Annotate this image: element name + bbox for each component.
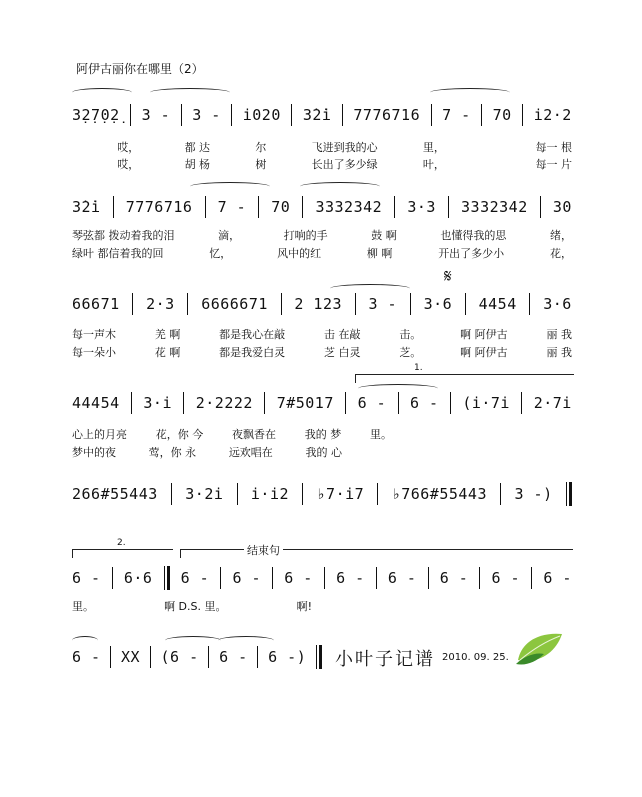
lyric: 都是我爱白灵 [219,346,286,359]
measure: 6 - [219,648,248,666]
measure: 3 -) [514,485,553,503]
lyric: 每一朵小 [72,346,116,359]
measure: 70 [492,106,512,124]
lyric: 远欢唱在 [228,446,273,459]
lyric: 里。 [370,428,392,441]
measure: 3·6 [543,295,572,313]
notation-row [72,645,322,669]
slur [150,88,230,97]
measure: 2·7i [533,394,572,412]
lyric: 梦中的夜 [72,446,116,459]
score-title: 阿伊古丽你在哪里（2） [76,62,204,76]
lyric: 打响的手 [283,229,328,242]
lyric: 飞进到我的心 [311,141,378,154]
measure: 70 [271,198,291,216]
lyric: 每一 片 [535,158,572,171]
measure: 6 -) [268,648,307,666]
measure: 3̇2̇i [72,198,101,216]
measure: 6 - [409,394,439,412]
slur [72,88,132,97]
measure: 6 - [72,648,101,666]
measure: i020 [242,106,281,124]
measure: 2·3 [146,295,175,313]
lyrics-verse-2 [72,245,572,261]
lyric: 滴， [218,229,241,242]
lyric: 叶， [422,158,445,171]
tie [218,636,274,645]
lyric: 丽 我 [546,346,572,359]
lyrics-verse-1 [72,139,572,155]
measure: 6 - [387,569,417,587]
lyric: 花 啊 [154,346,181,359]
lyric: 丽 我 [546,328,572,341]
measure: 3·2i [185,485,224,503]
lyric: 芝 白灵 [323,346,361,359]
coda-bracket [180,549,573,558]
notation-row [72,392,572,414]
lyric: 绿叶 都信着我的回 [72,247,164,260]
lyric: 长出了多少绿 [311,158,378,171]
lyric: 都是我心在敲 [219,328,286,341]
lyric: 里， [422,141,445,154]
measure: 30 [552,198,572,216]
notation-row [72,196,572,218]
lyric: 哎， [117,158,140,171]
measure: 6 - [543,569,572,587]
measure: 3 - [368,295,398,313]
lyric: 尔 [255,141,267,154]
measure: 44454 [72,394,120,412]
lyric: 我的 心 [305,446,342,459]
volta-2: 2. [72,549,173,558]
lyrics-verse-2 [72,444,342,460]
measure: 6 - [439,569,469,587]
lyric: 哎， [117,141,140,154]
lyric: 忆， [209,247,232,260]
measure: 7#5017 [276,394,334,412]
measure: 3332342 [461,198,528,216]
notation-row [72,293,572,315]
measure: 266#55443 [72,485,158,503]
lyric: 每一声木 [72,328,116,341]
notation-row [72,482,572,506]
measure: 6 - [284,569,313,587]
measure: 3332342 [315,198,383,216]
measure: (i·7i [462,394,510,412]
measure: 6 - [357,394,387,412]
lyric: 每一 根 [535,141,572,154]
lyric: 啊 阿伊古 [460,346,508,359]
measure: 6 - [180,569,210,587]
lyric: 花， [549,247,572,260]
double-barline [164,566,170,590]
measure: 7 - [442,106,471,124]
transcription-date: 2010. 09. 25. [442,652,509,663]
measure: 66671 [72,295,120,313]
transcriber-signature: 小叶子记谱 [335,649,435,670]
measure: 3·3 [407,198,436,216]
measure: 7776716 [125,198,193,216]
measure: ♭7·i7 [316,485,365,503]
measure: 6 - [72,569,101,587]
lyric: 花，你 今 [155,428,204,441]
lyric: 夜飘香在 [232,428,276,441]
measure: 3·6 [423,295,453,313]
lyric: 啊 D.S. 里。 [164,600,227,613]
measure: 6 - [491,569,521,587]
segno-icon: 𝄋 [444,266,452,287]
lyric: 啊! [296,600,312,613]
measure: (6 - [160,648,199,666]
measure: 6 - [336,569,365,587]
notation-row [72,566,572,590]
tie [72,636,98,645]
slur [190,182,270,191]
lyric: 柳 啊 [366,247,393,260]
notation-row [72,104,572,126]
lyric: 树 [255,158,267,171]
measure: i2·2 [533,106,572,124]
slur [430,88,510,97]
lyric: 都 达 [184,141,211,154]
lyric: 心上的月亮 [72,428,127,441]
lyrics-verse-1 [72,326,572,342]
measure: 6666671 [201,295,268,313]
lyrics-verse-1 [72,227,572,243]
lyric: 风中的红 [277,247,322,260]
lyric: 鼓 啊 [371,229,397,242]
coda-label: 结束句 [244,542,283,558]
lyric: 啊 阿伊古 [460,328,508,341]
measure: 6 - [232,569,262,587]
lyric: 绪， [549,229,572,242]
measure: 3 - [141,106,171,124]
volta-1: 1. [355,374,574,383]
measure: 4454 [478,295,517,313]
final-barline [316,645,322,669]
lyric: 莺，你 永 [148,446,197,459]
lyric: 开出了多少小 [438,247,505,260]
slur [330,284,410,293]
measure: 3·i [143,394,172,412]
lyric: 我的 梦 [304,428,342,441]
measure: 7776716 [353,106,421,124]
lyric: 羌 啊 [154,328,181,341]
leaf-icon [514,630,566,666]
lyric: 击 在敲 [323,328,361,341]
lyrics-verse-1 [72,598,312,614]
measure: 3̣2̣7̣0̣2̣ [72,106,120,124]
lyric: 芝。 [399,346,422,359]
measure: 7 - [217,198,247,216]
lyric: 琴弦都 拨动着我的泪 [72,229,175,242]
measure: ♭766#55443 [391,485,487,503]
lyric: 胡 杨 [184,158,211,171]
lyric: 里。 [72,600,94,613]
measure: 3̇2̇i [302,106,332,124]
tie [165,636,221,645]
lyric: 击。 [399,328,422,341]
measure: XX [121,648,141,666]
lyrics-verse-2 [72,156,572,172]
measure: 2·2222 [195,394,253,412]
final-barline [566,482,572,506]
slur [300,182,380,191]
measure: 2 123 [294,295,343,313]
measure: 3 - [192,106,221,124]
measure: 6·6 [123,569,153,587]
lyrics-verse-1 [72,426,392,442]
lyric: 也懂得我的思 [440,229,507,242]
lyrics-verse-2 [72,344,572,360]
measure: i·i2 [250,485,290,503]
